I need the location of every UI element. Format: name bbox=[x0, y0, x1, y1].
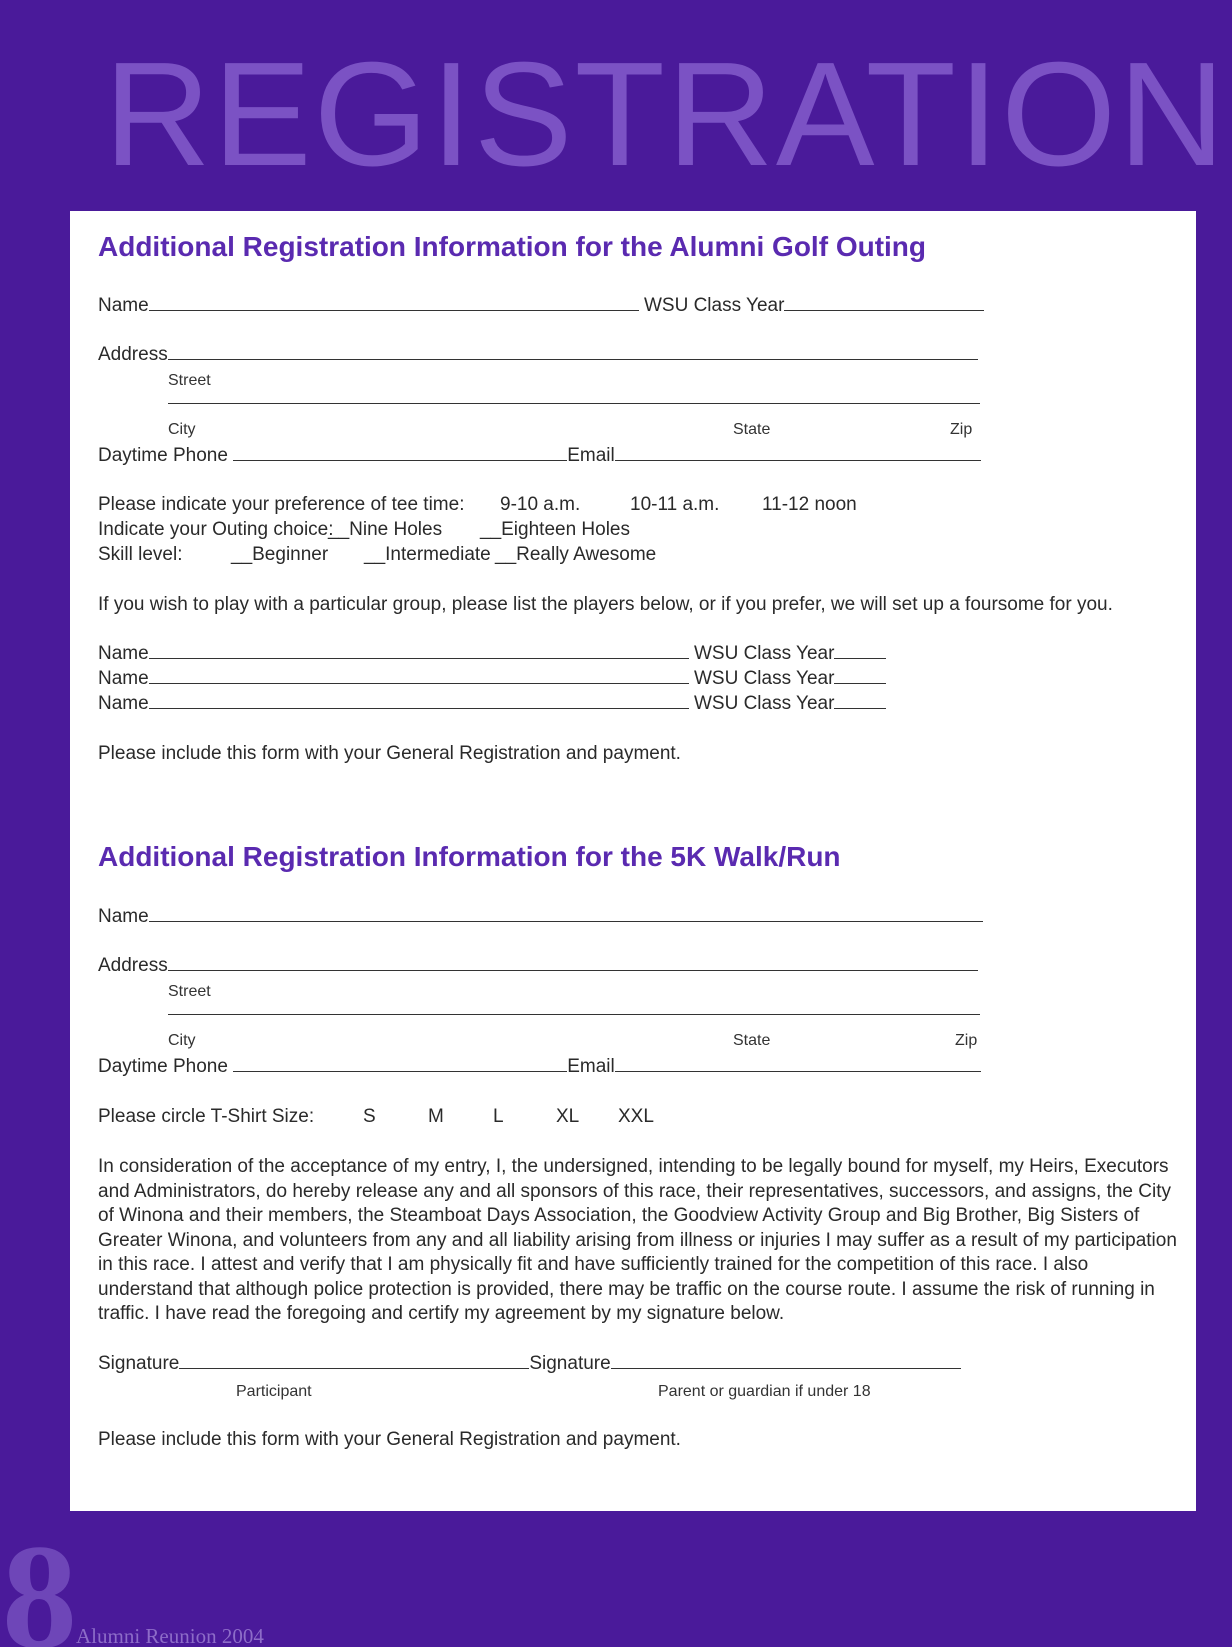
run-include-note: Please include this form with your General Registration and payment. bbox=[98, 1429, 681, 1450]
guardian-signature-label: Signature bbox=[529, 1353, 611, 1374]
run-zip-label: Zip bbox=[955, 1032, 978, 1049]
participant-label: Participant bbox=[236, 1383, 312, 1400]
golf-phone-field[interactable] bbox=[233, 460, 567, 461]
golf-include-note: Please include this form with your General Registration and payment. bbox=[98, 743, 681, 764]
tee-option-1[interactable]: 9-10 a.m. bbox=[500, 494, 581, 515]
liability-waiver: In consideration of the acceptance of my entry, I, the undersigned, intending to be legally bound for myself, my Heirs, Executors and Administrators, do hereby release any and all sponsors of this race, their representatives, successors, and assigns, the City of Winona and their members, the Steamboat Days Association, the Goodview Activity Group and Big Brother, Big Sisters of Greater Winona, and volunteers from any and all liability arising from illness or injuries I may suffer as a result of my participation in this race. I attest and verify that I am physically fit and have sufficiently trained for the competition of this race. I also understand that although police protection is provided, there may be traffic on the course route. I assume the risk of running in traffic. I have read the foregoing and certify my agreement by my signature below. bbox=[98, 1156, 1177, 1324]
golf-class-year-field[interactable] bbox=[784, 310, 984, 311]
golf-zip-label: Zip bbox=[950, 421, 973, 438]
golf-name-row bbox=[98, 295, 984, 317]
header-banner bbox=[0, 0, 1232, 210]
golf-phone-row bbox=[98, 445, 981, 467]
group-instructions: If you wish to play with a particular group, please list the players below, or if you prefer, we will set up a foursome for you. bbox=[98, 594, 1113, 615]
tee-option-2[interactable]: 10-11 a.m. bbox=[630, 494, 720, 515]
golf-city-field[interactable] bbox=[168, 403, 980, 404]
tee-time-row bbox=[98, 494, 857, 516]
skill-option-intermediate[interactable]: __Intermediate bbox=[364, 544, 491, 565]
player-1-year-field[interactable] bbox=[834, 658, 886, 659]
player-row-3 bbox=[98, 693, 886, 715]
golf-name-field[interactable] bbox=[149, 310, 639, 311]
tee-option-3[interactable]: 11-12 noon bbox=[762, 494, 857, 515]
run-street-field[interactable] bbox=[168, 970, 978, 971]
guardian-signature-field[interactable] bbox=[611, 1368, 961, 1369]
guardian-label: Parent or guardian if under 18 bbox=[658, 1383, 871, 1400]
skill-level-label: Skill level: bbox=[98, 544, 183, 565]
shirt-size-xl[interactable]: XL bbox=[556, 1106, 580, 1127]
run-email-label: Email bbox=[567, 1056, 615, 1077]
player-1-name-label: Name bbox=[98, 643, 149, 664]
player-row-2 bbox=[98, 668, 886, 690]
shirt-size-label: Please circle T-Shirt Size: bbox=[98, 1106, 315, 1127]
outing-choice-label: Indicate your Outing choice: bbox=[98, 519, 334, 540]
golf-street-field[interactable] bbox=[168, 359, 978, 360]
run-phone-field[interactable] bbox=[233, 1071, 567, 1072]
shirt-size-xxl[interactable]: XXL bbox=[618, 1106, 654, 1127]
golf-address-row bbox=[98, 344, 978, 366]
page-title: REGISTRATION bbox=[104, 32, 1228, 197]
golf-email-field[interactable] bbox=[615, 460, 981, 461]
outing-choice-row bbox=[98, 519, 630, 541]
signature-row bbox=[98, 1353, 961, 1375]
skill-option-awesome[interactable]: __Really Awesome bbox=[495, 544, 657, 565]
outing-option-nine[interactable]: __Nine Holes bbox=[328, 519, 443, 540]
shirt-size-m[interactable]: M bbox=[428, 1106, 444, 1127]
golf-name-label: Name bbox=[98, 295, 149, 316]
player-2-year-field[interactable] bbox=[834, 683, 886, 684]
golf-street-label: Street bbox=[168, 372, 211, 389]
form-panel bbox=[70, 211, 1196, 1511]
player-2-name-label: Name bbox=[98, 668, 149, 689]
run-address-row bbox=[98, 955, 978, 977]
golf-state-label: State bbox=[733, 421, 771, 438]
player-1-year-label: WSU Class Year bbox=[693, 643, 835, 664]
player-row-1 bbox=[98, 643, 886, 665]
golf-email-label: Email bbox=[567, 445, 615, 466]
run-phone-row bbox=[98, 1056, 981, 1078]
player-3-name-field[interactable] bbox=[149, 708, 689, 709]
shirt-size-row bbox=[98, 1106, 654, 1128]
run-phone-label: Daytime Phone bbox=[98, 1056, 228, 1077]
skill-level-row bbox=[98, 544, 656, 566]
shirt-size-s[interactable]: S bbox=[363, 1106, 376, 1127]
skill-option-beginner[interactable]: __Beginner bbox=[231, 544, 329, 565]
shirt-size-l[interactable]: L bbox=[493, 1106, 504, 1127]
player-3-name-label: Name bbox=[98, 693, 149, 714]
golf-address-label: Address bbox=[98, 344, 168, 365]
outing-option-eighteen[interactable]: __Eighteen Holes bbox=[480, 519, 630, 540]
page-number: 8 bbox=[2, 1514, 77, 1647]
participant-signature-label: Signature bbox=[98, 1353, 180, 1374]
run-email-field[interactable] bbox=[615, 1071, 981, 1072]
run-city-field[interactable] bbox=[168, 1014, 980, 1015]
tee-time-label: Please indicate your preference of tee time: bbox=[98, 494, 465, 515]
run-city-label: City bbox=[168, 1032, 196, 1049]
run-street-label: Street bbox=[168, 983, 211, 1000]
player-2-year-label: WSU Class Year bbox=[693, 668, 835, 689]
golf-city-label: City bbox=[168, 421, 196, 438]
publication-name: Alumni Reunion 2004 bbox=[76, 1624, 264, 1647]
participant-signature-field[interactable] bbox=[179, 1368, 529, 1369]
player-1-name-field[interactable] bbox=[149, 658, 689, 659]
player-2-name-field[interactable] bbox=[149, 683, 689, 684]
run-section-title: Additional Registration Information for the 5K Walk/Run bbox=[98, 841, 841, 872]
run-state-label: State bbox=[733, 1032, 771, 1049]
player-3-year-field[interactable] bbox=[834, 708, 886, 709]
run-address-label: Address bbox=[98, 955, 168, 976]
golf-class-year-label: WSU Class Year bbox=[643, 295, 785, 316]
golf-phone-label: Daytime Phone bbox=[98, 445, 228, 466]
run-name-label: Name bbox=[98, 906, 149, 927]
run-name-field[interactable] bbox=[149, 921, 983, 922]
player-3-year-label: WSU Class Year bbox=[693, 693, 835, 714]
run-name-row bbox=[98, 906, 983, 928]
golf-section-title: Additional Registration Information for the Alumni Golf Outing bbox=[98, 231, 927, 262]
